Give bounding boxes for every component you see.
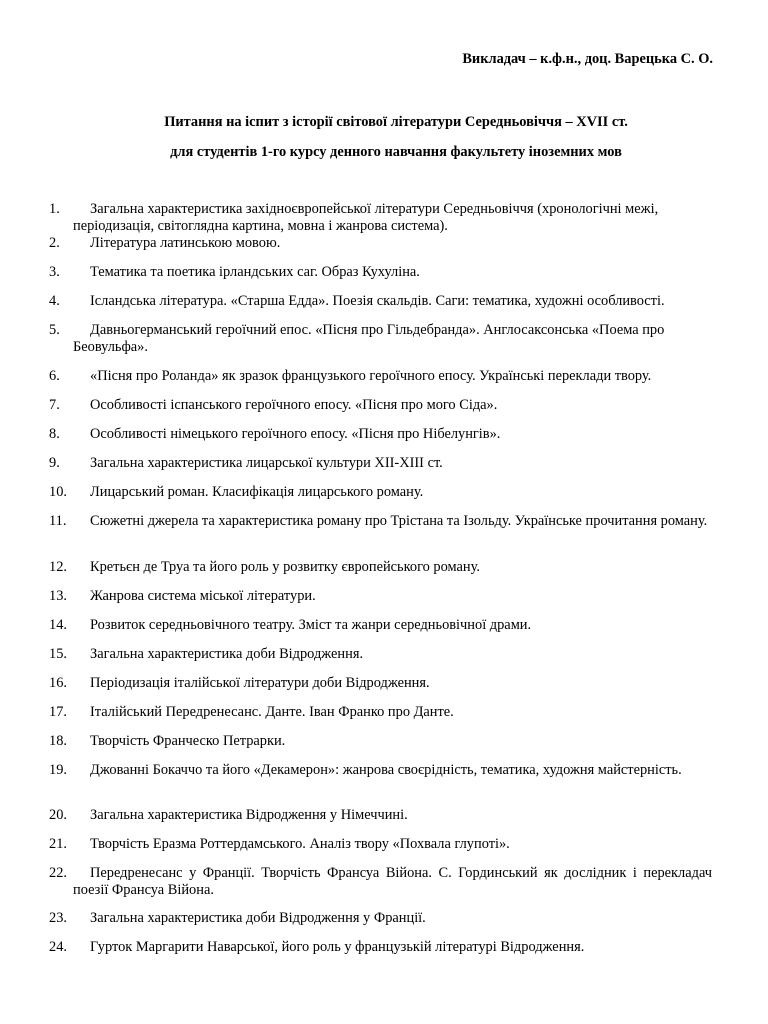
document-title: Питання на іспит з історії світової літератури Середньовіччя – XVII ст. — [164, 114, 628, 130]
item-text: Давньогерманський героїчний епос. «Пісня про Гільдебранда». Англосаксонська «Поема про Беовульфа». — [73, 322, 665, 355]
item-text: Загальна характеристика Відродження у Німеччині. — [90, 807, 408, 823]
list-item — [49, 513, 712, 530]
item-text: Особливості іспанського героїчного епосу. «Пісня про мого Сіда». — [90, 397, 498, 413]
item-text: Гурток Маргарити Наварської, його роль у французькій літературі Відродження. — [90, 939, 585, 955]
item-number: 13. — [49, 588, 67, 604]
item-text: «Пісня про Роланда» як зразок французького героїчного епосу. Українські переклади твору. — [90, 368, 652, 384]
item-text: Особливості німецького героїчного епосу. «Пісня про Нібелунгів». — [90, 426, 501, 442]
item-text: Сюжетні джерела та характеристика роману про Трістана та Ізольду. Українське прочитання роману. — [90, 513, 708, 529]
item-number: 14. — [49, 617, 67, 633]
item-number: 22. — [49, 865, 67, 881]
list-item — [49, 235, 712, 252]
item-number: 16. — [49, 675, 67, 691]
item-text: Періодизація італійської літератури доби Відродження. — [90, 675, 430, 691]
item-number: 21. — [49, 836, 67, 852]
item-text: Загальна характеристика доби Відродження. — [90, 646, 364, 662]
item-text: Розвиток середньовічного театру. Зміст та жанри середньовічної драми. — [90, 617, 532, 633]
list-item — [49, 733, 712, 750]
item-number: 8. — [49, 426, 60, 442]
item-text: Загальна характеристика лицарської культури ХІІ-ХІІІ ст. — [90, 455, 443, 471]
list-item — [49, 939, 712, 956]
item-number: 1. — [49, 201, 60, 217]
list-item — [49, 617, 712, 634]
list-item — [49, 807, 712, 824]
item-text: Лицарський роман. Класифікація лицарського роману. — [90, 484, 424, 500]
item-number: 6. — [49, 368, 60, 384]
list-item — [49, 368, 712, 385]
item-number: 5. — [49, 322, 60, 338]
item-text: Література латинською мовою. — [90, 235, 281, 251]
list-item — [49, 426, 712, 443]
list-item — [49, 865, 712, 899]
list-item — [49, 646, 712, 663]
list-item — [49, 704, 712, 721]
item-number: 17. — [49, 704, 67, 720]
item-number: 2. — [49, 235, 60, 251]
item-text: Жанрова система міської літератури. — [90, 588, 316, 604]
item-number: 9. — [49, 455, 60, 471]
item-number: 18. — [49, 733, 67, 749]
list-item — [49, 455, 712, 472]
item-number: 24. — [49, 939, 67, 955]
item-text: Ісландська література. «Старша Едда». Поезія скальдів. Саги: тематика, художні особливості. — [90, 293, 665, 309]
item-text: Тематика та поетика ірландських саг. Образ Кухуліна. — [90, 264, 420, 280]
item-number: 15. — [49, 646, 67, 662]
list-item — [49, 322, 712, 356]
list-item — [49, 675, 712, 692]
item-text: Творчість Еразма Роттердамського. Аналіз твору «Похвала глупоті». — [90, 836, 510, 852]
item-number: 23. — [49, 910, 67, 926]
item-number: 4. — [49, 293, 60, 309]
list-item — [49, 762, 712, 779]
list-item — [49, 201, 712, 235]
item-number: 20. — [49, 807, 67, 823]
item-number: 19. — [49, 762, 67, 778]
list-item — [49, 397, 712, 414]
document-subtitle: для студентів 1-го курсу денного навчання факультету іноземних мов — [170, 144, 622, 160]
item-text: Італійський Передренесанс. Данте. Іван Франко про Данте. — [90, 704, 454, 720]
list-item — [49, 836, 712, 853]
item-number: 12. — [49, 559, 67, 575]
item-number: 7. — [49, 397, 60, 413]
item-text: Загальна характеристика західноєвропейської літератури Середньовіччя (хронологічні межі, періодизація, світоглядна картина, мовна і жанрова система). — [73, 201, 659, 234]
list-item — [49, 910, 712, 927]
item-text: Кретьєн де Труа та його роль у розвитку європейського роману. — [90, 559, 480, 575]
list-item — [49, 293, 712, 310]
item-number: 10. — [49, 484, 67, 500]
list-item — [49, 264, 712, 281]
item-number: 3. — [49, 264, 60, 280]
item-text: Передренесанс у Франції. Творчість Франсуа Війона. С. Гординський як дослідник і перекладач поезії Франсуа Війона. — [73, 865, 712, 898]
list-item — [49, 559, 712, 576]
item-text: Джованні Бокаччо та його «Декамерон»: жанрова своєрідність, тематика, художня майстерність. — [90, 762, 682, 778]
item-text: Загальна характеристика доби Відродження у Франції. — [90, 910, 426, 926]
list-item — [49, 588, 712, 605]
item-number: 11. — [49, 513, 67, 529]
author-line: Викладач – к.ф.н., доц. Варецька С. О. — [462, 51, 713, 67]
list-item — [49, 484, 712, 501]
item-text: Творчість Франческо Петрарки. — [90, 733, 286, 749]
